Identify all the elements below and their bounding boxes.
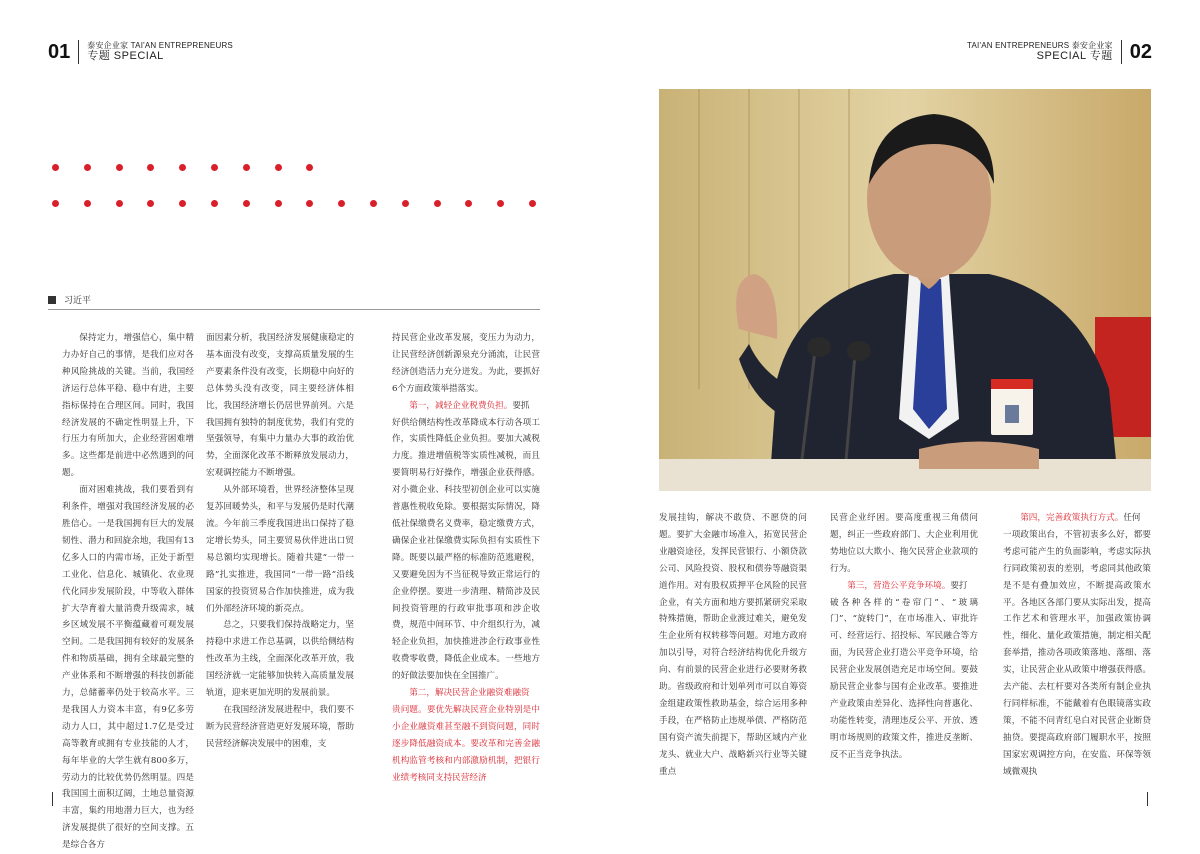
red-dot <box>243 200 250 207</box>
section-heading: 第一，减轻企业税费负担。 <box>409 400 513 411</box>
text-column-6 <box>1003 510 1151 777</box>
paragraph: 一项政策出台，不管初衷多么好，都要考虑可能产生的负面影响，考虑实际执行同政策初衷的差别，考虑同其他政策是不是有叠加效应，不断提高政策水平。各地区各部门要从实际出发，提高工作艺术和管理水平，加强政策协调性，细化、量化政策措施，制定相关配套举措，推动各项政策落地、落细、落实，让民营企业从政策中增强获得感。去产能、去杠杆要对各类所有制企业执行同样标准，不能戴着有色眼镜落实政策，不能不问青红皂白对民营企业断贷抽贷。要提高政府部门履职水平，按照国家宏观调控方向，在安监、环保等领域微观执 <box>1003 529 1151 777</box>
header-text-left <box>87 42 233 63</box>
red-dot <box>116 164 123 171</box>
heading-continuation: 要打 <box>950 580 968 591</box>
red-dot <box>275 200 282 207</box>
paragraph: 民营企业纾困。要高度重视三角债问题，纠正一些政府部门、大企业利用优势地位以大欺小、拖欠民营企业款项的行为。 <box>830 513 978 574</box>
paragraph <box>392 702 540 787</box>
paragraph <box>830 578 978 595</box>
author-byline <box>48 290 540 310</box>
left-page-footer <box>48 792 57 806</box>
photo-illustration <box>659 89 1151 491</box>
text-column-2 <box>206 330 354 748</box>
red-dot <box>243 164 250 171</box>
red-dot <box>147 200 154 207</box>
paragraph: 在我国经济发展进程中，我们要不断为民营经济营造更好发展环境，帮助民营经济解决发展中的困难，支 <box>206 704 354 749</box>
section-heading: 第四，完善政策执行方式。 <box>1020 513 1124 523</box>
right-page-footer <box>1143 792 1152 806</box>
red-dot <box>275 164 282 171</box>
red-dot <box>211 200 218 207</box>
red-dot <box>211 164 218 171</box>
paragraph: 好供给侧结构性改革降成本行动各项工作，实质性降低企业负担。要加大减税力度。推进增值税等实质性减税，而且要简明易行好操作，增强企业获得感。对小微企业、科技型初创企业可以实施普惠性税收免除。要根据实际情况，降低社保缴费名义费率，稳定缴费方式，确保企业社保缴费实际负担有实质性下降。既要以最严格的标准防范逃避税，又要避免因为不当征税导致正常运行的企业停摆。要进一步清理、精简涉及民间投资管理的行政审批事项和涉企收费，规范中间环节、中介组织行为，减轻企业负担，加快推进涉企行政事业性收费零收费，降低企业成本。一些地方的好做法要加快在全国推广。 <box>392 417 540 682</box>
section-heading: 第三，营造公平竞争环境。 <box>847 580 951 591</box>
paragraph: 保持定力，增强信心，集中精力办好自己的事情，是我们应对各种风险挑战的关键。当前，我国经济运行总体平稳、稳中有进，主要指标保持在合理区间。同时，我国经济发展的不确定性明显上升，下行压力有所加大，企业经营困难增多。这些都是前进中必然遇到的问题。 <box>62 333 194 479</box>
red-dot <box>84 200 91 207</box>
red-dot <box>52 200 59 207</box>
page-number-left: 01 <box>48 40 71 63</box>
red-dot <box>402 200 409 207</box>
red-dot <box>465 200 472 207</box>
red-dot <box>179 164 186 171</box>
red-dot <box>434 200 441 207</box>
page-number-right: 02 <box>1129 40 1152 63</box>
red-dot <box>338 200 345 207</box>
red-dot <box>84 164 91 171</box>
author-name: 习近平 <box>64 296 92 306</box>
left-page-header <box>48 40 233 64</box>
red-dot <box>147 164 154 171</box>
square-bullet-icon <box>48 296 56 304</box>
paragraph: 面因素分析，我国经济发展健康稳定的基本面没有改变，支撑高质量发展的生产要素条件没有改变，长期稳中向好的总体势头没有改变，同主要经济体相比，我国经济增长仍居世界前列。六是我国拥有独特的制度优势，我们有党的坚强领导，有集中力量办大事的政治优势，全面深化改革不断释放发展动力，宏观调控能力不断增强。 <box>206 333 354 479</box>
red-dot <box>306 200 313 207</box>
text-column-4 <box>659 510 807 777</box>
paragraph <box>1003 510 1151 527</box>
heading-continuation: 任何 <box>1123 513 1141 523</box>
text-column-5 <box>830 510 978 760</box>
red-dot <box>497 200 504 207</box>
paragraph <box>392 398 540 415</box>
photo-speaker-at-conference <box>659 89 1151 491</box>
red-dot <box>370 200 377 207</box>
right-page-header <box>967 40 1152 64</box>
paragraph: 从外部环境看，世界经济整体呈现复苏回暖势头，和平与发展仍是时代潮流。今年前三季度我国进出口保持了稳定增长势头，同主要贸易伙伴进出口贸易总额均实现增长。随着共建“一带一路”扎实推进，我国同“一带一路”沿线国家的投资贸易合作加快推进，成为我们外部经济环境的新亮点。 <box>206 485 354 614</box>
footer-divider <box>52 792 53 806</box>
text-column-1 <box>62 330 194 851</box>
magazine-name-left: 泰安企业家 TAI'AN ENTREPRENEURS <box>87 40 233 50</box>
paragraph <box>392 685 540 702</box>
red-dot <box>116 200 123 207</box>
section-label-right: SPECIAL 专题 <box>1036 50 1113 63</box>
paragraph: 持民营企业改革发展，变压力为动力，让民营经济创新源泉充分涌流，让民营经济创造活力充分迸发。为此，要抓好6个方面政策举措落实。 <box>392 333 540 394</box>
header-text-right <box>967 42 1113 63</box>
red-dot <box>306 164 313 171</box>
text-column-3 <box>392 330 540 783</box>
magazine-name-right: TAI'AN ENTREPRENEURS 泰安企业家 <box>967 40 1113 50</box>
header-divider <box>78 40 79 64</box>
red-dot <box>52 164 59 171</box>
red-dot <box>179 200 186 207</box>
section-heading: 第二，解决民营企业融资难融资 <box>409 688 530 699</box>
paragraph: 破各种各样的“卷帘门”、“玻璃门”、“旋转门”，在市场准入、审批许可、经营运行、招投标、军民融合等方面，为民营企业打造公平竞争环境，给民营企业发展创造充足市场空间。要鼓励民营企业参与国有企业改革。要推进产业政策由差异化、选择性向普惠化、功能性转变，清理违反公平、开放、透明市场规则的政策文件，推进反垄断、反不正当竞争执法。 <box>830 597 978 760</box>
heading-tail-and-text: 贵问题。要优先解决民营企业特别是中小企业融资难甚至融不到资问题，同时逐步降低融资成本。要改革和完善金融机构监管考核和内部激励机制，把银行业绩考核同支持民营经济 <box>392 704 540 783</box>
heading-continuation: 要抓 <box>512 400 530 411</box>
footer-divider <box>1147 792 1148 806</box>
paragraph: 总之，只要我们保持战略定力，坚持稳中求进工作总基调，以供给侧结构性改革为主线，全面深化改革开放，我国经济就一定能够加快转入高质量发展轨道，迎来更加光明的发展前景。 <box>206 620 354 699</box>
paragraph: 发展挂钩，解决不敢贷、不愿贷的问题。要扩大金融市场准入，拓宽民营企业融资途径，发挥民营银行、小额贷款公司、风险投资、股权和债券等融资渠道作用。对有股权质押平仓风险的民营企业，有关方面和地方要抓紧研究采取特殊措施，帮助企业渡过难关，避免发生企业所有权转移等问题。对地方政府加以引导，对符合经济结构优化升级方向、有前景的民营企业进行必要财务救助。省级政府和计划单列市可以自筹资金组建政策性救助基金，综合运用多种手段，在严格防止违规举债、严格防范国有资产流失前提下，帮助区域内产业龙头、就业大户、战略新兴行业等关键重点 <box>659 513 807 777</box>
paragraph: 面对困难挑战，我们要看到有利条件，增强对我国经济发展的必胜信心。一是我国拥有巨大的发展韧性、潜力和回旋余地，我国有13亿多人口的内需市场，正处于新型工业化、信息化、城镇化、农业现代化同步发展阶段，中等收入群体扩大孕育着大量消费升级需求，城乡区域发展不平衡蕴藏着可观发展空间。二是我国拥有较好的发展条件和物质基础，拥有全球最完整的产业体系和不断增强的科技创新能力，总储蓄率仍处于较高水平。三是我国人力资本丰富，有9亿多劳动力人口，其中超过1.7亿是受过高等教育或拥有专业技能的人才，每年毕业的大学生就有800多万，劳动力的比较优势仍然明显。四是我国国土面积辽阔，土地总量资源丰富，集约用地潜力巨大，也为经济发展提供了很好的空间支撑。五是综合各方 <box>62 485 194 851</box>
section-label-left: 专题 SPECIAL <box>87 50 164 63</box>
header-divider <box>1121 40 1122 64</box>
red-dot <box>529 200 536 207</box>
